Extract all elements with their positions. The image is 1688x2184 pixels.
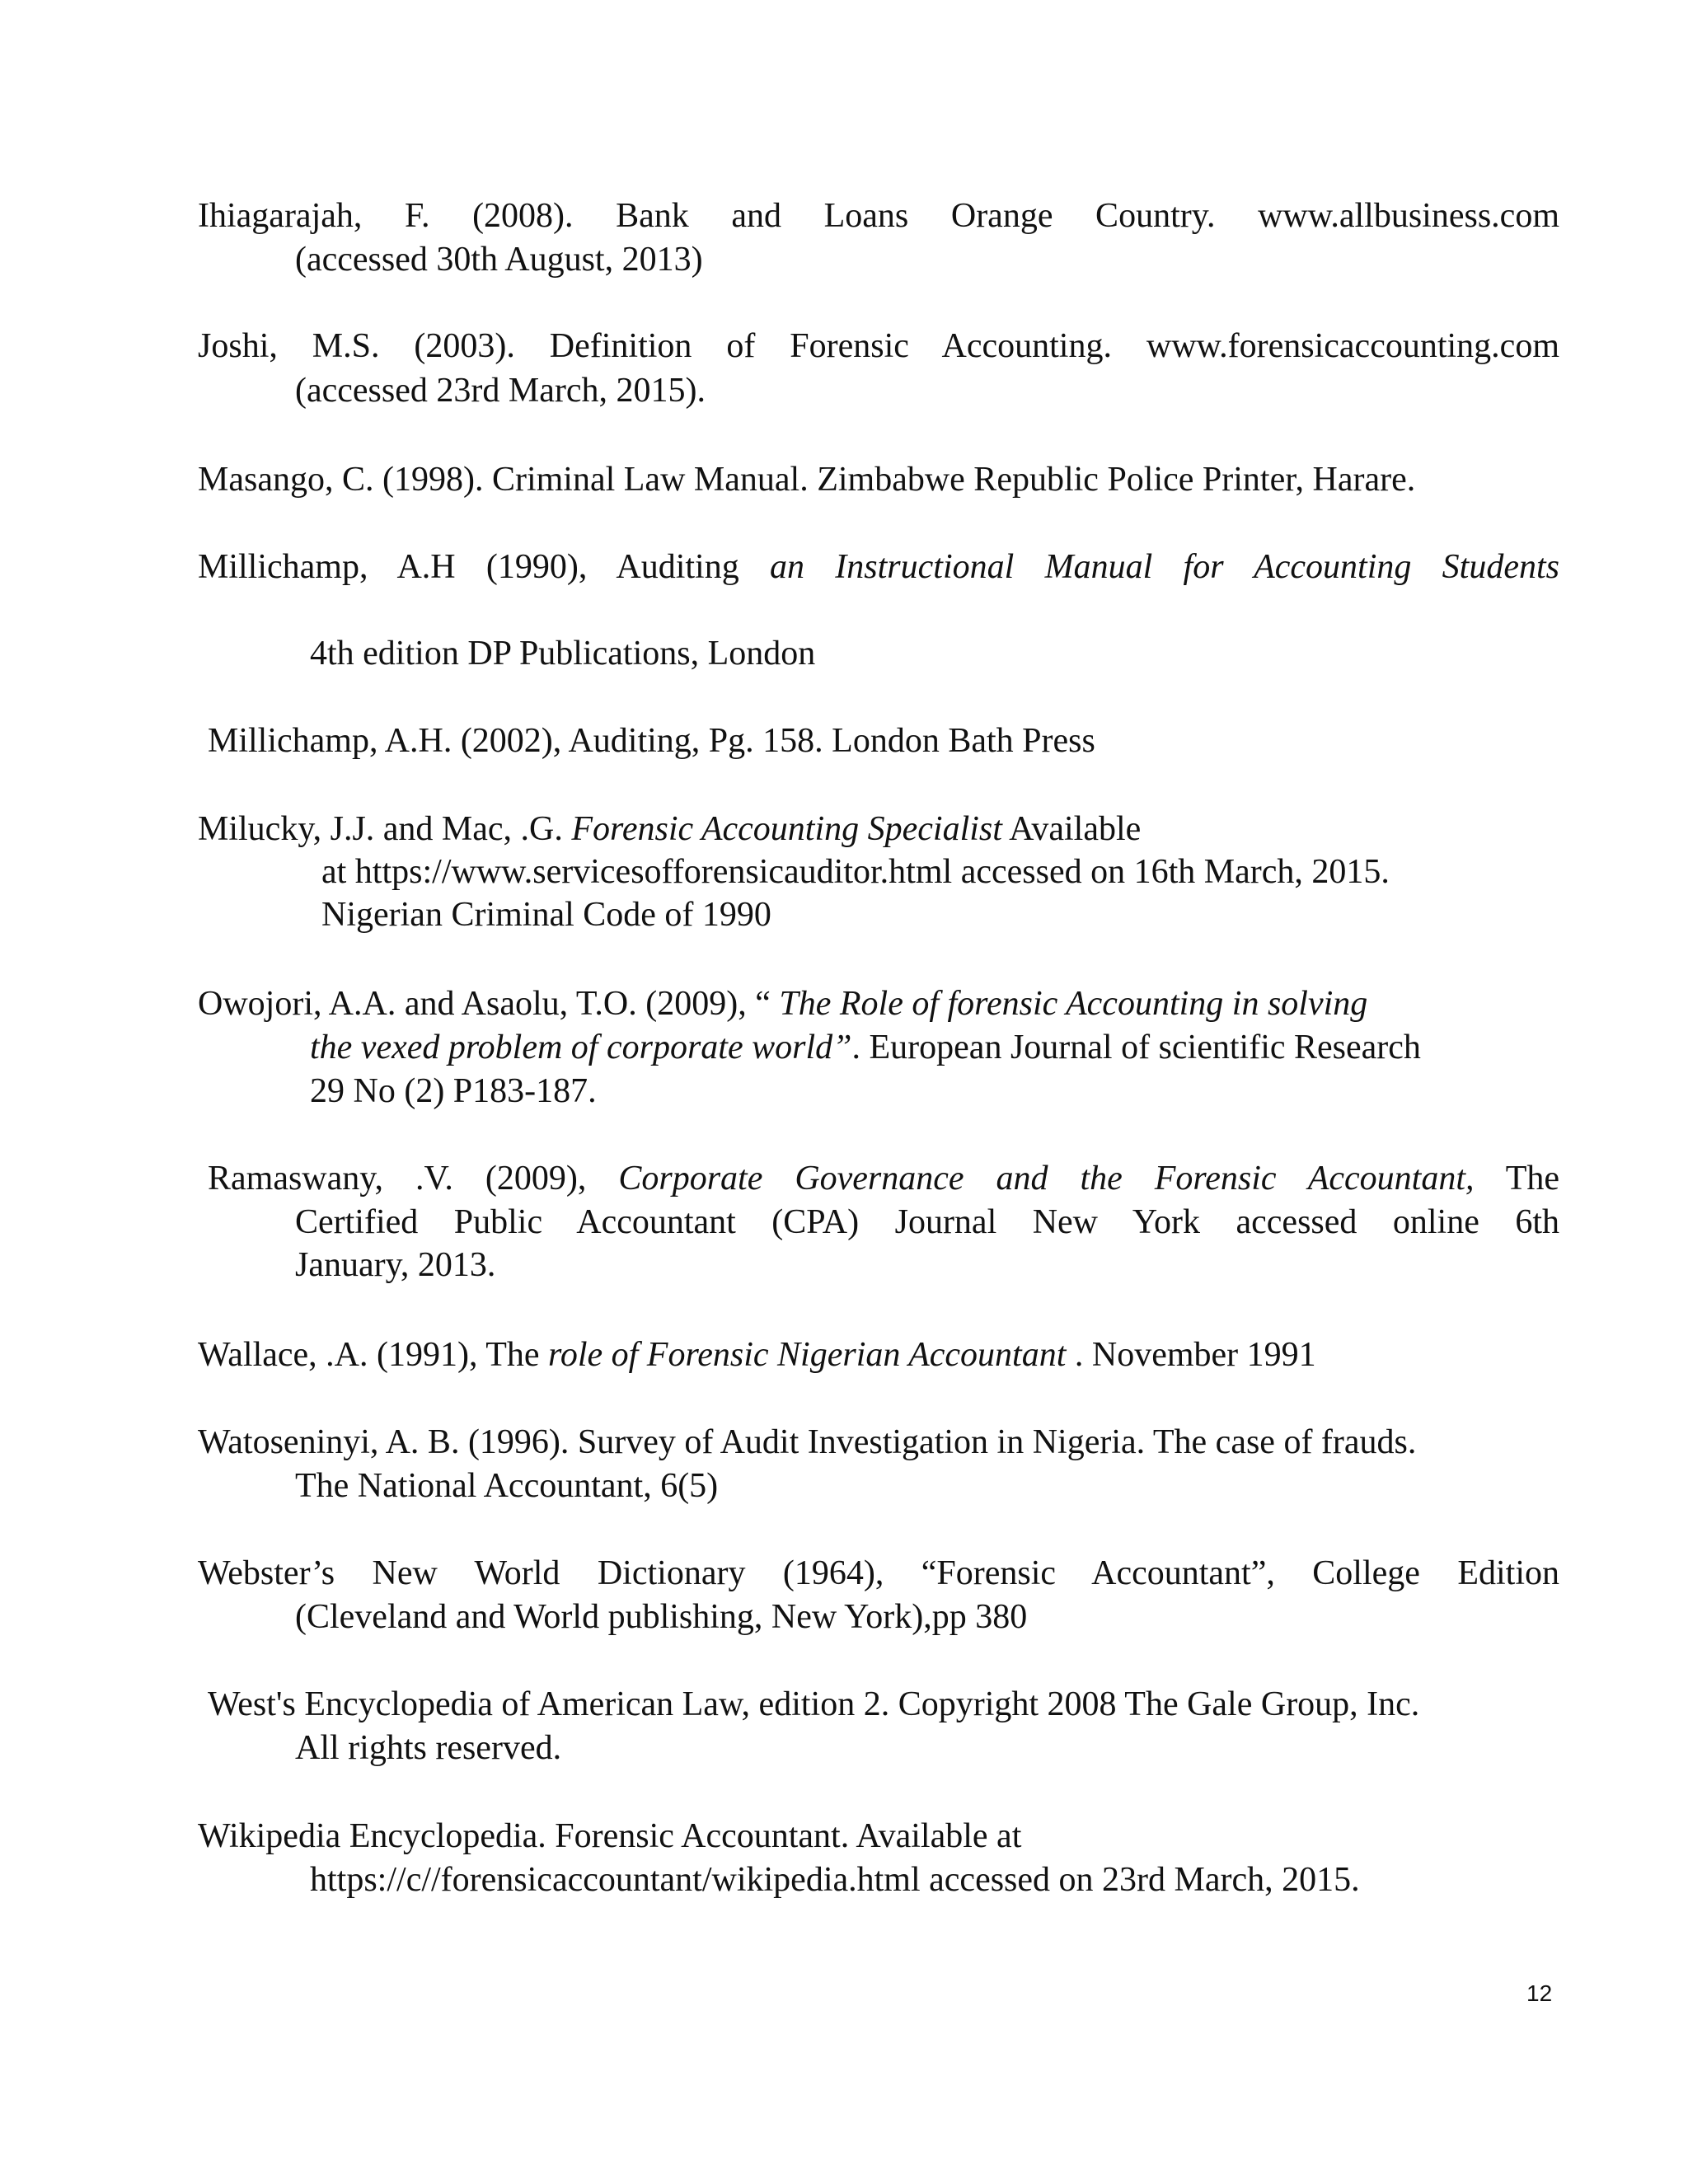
- reference-line: Millichamp, A.H. (2002), Auditing, Pg. 158. London Bath Press: [208, 722, 1095, 760]
- reference-line: Masango, C. (1998). Criminal Law Manual. Zimbabwe Republic Police Printer, Harare.: [198, 461, 1416, 499]
- reference-title: Corporate Governance and the Forensic Accountant,: [618, 1160, 1475, 1197]
- reference-line: Joshi, M.S. (2003). Definition of Forensic Accounting. www.forensicaccounting.com: [198, 327, 1559, 365]
- reference-title: Forensic Accounting Specialist: [571, 810, 1002, 848]
- reference-line: Certified Public Accountant (CPA) Journal New York accessed online 6th: [295, 1203, 1559, 1241]
- reference-title: role of Forensic Nigerian Accountant: [548, 1336, 1067, 1374]
- reference-line: All rights reserved.: [295, 1729, 562, 1767]
- reference-text: Milucky, J.J. and Mac, .G.: [198, 810, 572, 848]
- reference-text: . European Journal of scientific Research: [851, 1029, 1421, 1066]
- page-number: 12: [1526, 1980, 1553, 2006]
- reference-line: Nigerian Criminal Code of 1990: [321, 896, 771, 934]
- reference-title: The Role of forensic Accounting in solving: [779, 985, 1368, 1023]
- reference-line: [310, 1026, 1421, 1069]
- reference-line: [198, 546, 1559, 588]
- reference-line: 29 No (2) P183-187.: [310, 1072, 597, 1110]
- reference-line: (accessed 23rd March, 2015).: [295, 372, 706, 410]
- reference-title: an Instructional Manual for Accounting Students: [770, 548, 1559, 586]
- reference-line: Wikipedia Encyclopedia. Forensic Accountant. Available at: [198, 1817, 1022, 1855]
- reference-line: 4th edition DP Publications, London: [310, 635, 816, 673]
- reference-line: (accessed 30th August, 2013): [295, 241, 703, 279]
- reference-text: Owojori, A.A. and Asaolu, T.O. (2009), “: [198, 985, 780, 1023]
- reference-line: January, 2013.: [295, 1246, 496, 1284]
- reference-line: [198, 1333, 1316, 1376]
- reference-text: The: [1474, 1160, 1559, 1197]
- reference-text: Wallace, .A. (1991), The: [198, 1336, 549, 1374]
- reference-line: The National Accountant, 6(5): [295, 1467, 719, 1505]
- reference-text: Available: [1001, 810, 1142, 848]
- reference-line: at https://www.servicesofforensicauditor.html accessed on 16th March, 2015.: [321, 853, 1390, 891]
- reference-line: [198, 808, 1141, 851]
- reference-line: [198, 982, 1367, 1025]
- reference-line: [208, 1157, 1559, 1200]
- reference-title: the vexed problem of corporate world”: [310, 1029, 852, 1066]
- reference-line: (Cleveland and World publishing, New York),pp 380: [295, 1598, 1028, 1636]
- reference-line: Watoseninyi, A. B. (1996). Survey of Audit Investigation in Nigeria. The case of frauds.: [198, 1423, 1417, 1461]
- reference-line: Webster’s New World Dictionary (1964), “Forensic Accountant”, College Edition: [198, 1554, 1559, 1592]
- reference-line: https://c//forensicaccountant/wikipedia.html accessed on 23rd March, 2015.: [310, 1861, 1360, 1899]
- reference-line: West's Encyclopedia of American Law, edition 2. Copyright 2008 The Gale Group, Inc.: [208, 1685, 1420, 1723]
- reference-text: Ramaswany, .V. (2009),: [208, 1160, 619, 1197]
- reference-text: . November 1991: [1066, 1336, 1316, 1374]
- reference-line: Ihiagarajah, F. (2008). Bank and Loans Orange Country. www.allbusiness.com: [198, 197, 1559, 235]
- reference-text: Millichamp, A.H (1990), Auditing: [198, 548, 770, 586]
